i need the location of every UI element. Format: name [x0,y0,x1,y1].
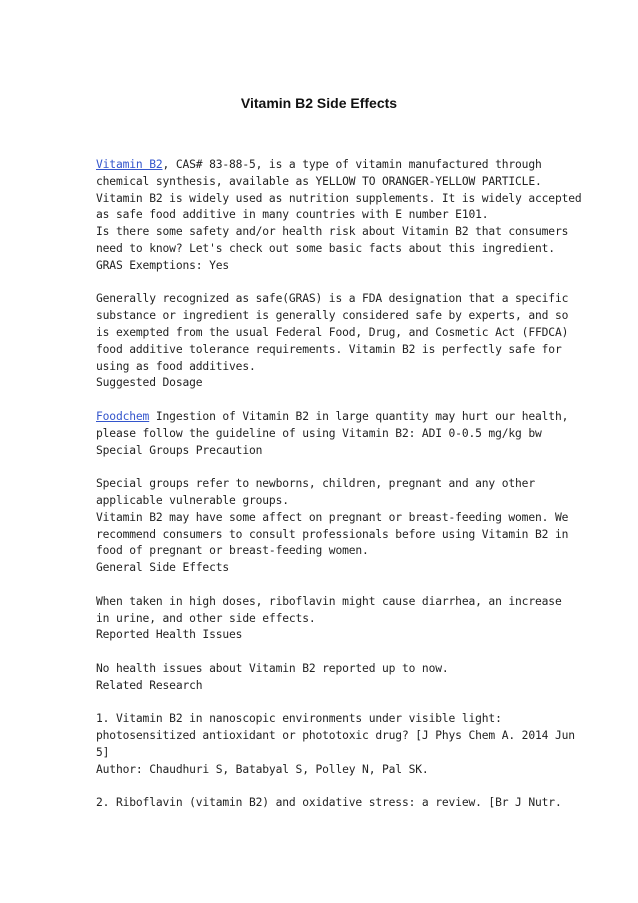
gras-line-1: Generally recognized as safe(GRAS) is a FDA designation that a specific [96,292,569,306]
vitamin-b2-link[interactable]: Vitamin B2 [96,158,163,171]
paragraph-spacer [96,459,548,476]
general-side-effects-heading: General Side Effects [96,561,230,575]
paragraph-spacer [96,275,548,292]
special-line-2: applicable vulnerable groups. [96,493,289,507]
document-body [96,157,582,812]
side-effects-line-2: in urine, and other side effects. [96,611,316,625]
dosage-line-2: please follow the guideline of using Vitamin B2: ADI 0-0.5 mg/kg bw [96,426,542,440]
research-1-line-2: photosensitized antioxidant or phototoxic drug? [J Phys Chem A. 2014 Jun [96,729,575,743]
special-line-1: Special groups refer to newborns, children, pregnant and any other [96,477,535,491]
research-1-line-3: 5] [96,745,110,759]
health-line-1: No health issues about Vitamin B2 reported up to now. [96,661,449,675]
gras-line-5: using as food additives. [96,359,256,373]
research-1-authors: Author: Chaudhuri S, Batabyal S, Polley N, Pal SK. [96,762,429,776]
related-research-heading: Related Research [96,678,203,692]
reported-health-issues-heading: Reported Health Issues [96,628,243,642]
intro-line-6: need to know? Let's check out some basic facts about this ingredient. [96,241,555,255]
intro-line-1 [96,157,548,174]
paragraph-spacer [96,644,548,661]
gras-line-4: food additive tolerance requirements. Vitamin B2 is perfectly safe for [96,342,562,356]
dosage-line-1 [96,409,569,426]
intro-line-1-text: , CAS# 83-88-5, is a type of vitamin manufactured through [162,158,542,171]
paragraph-spacer [96,577,548,594]
intro-line-4: as safe food additive in many countries with E number E101. [96,208,489,222]
paragraph-spacer [96,392,548,409]
paragraph-spacer [96,778,548,795]
dosage-line-1-text: Ingestion of Vitamin B2 in large quantity may hurt our health, [149,409,569,423]
side-effects-line-1: When taken in high doses, riboflavin might cause diarrhea, an increase [96,594,562,608]
special-line-3: Vitamin B2 may have some affect on pregnant or breast-feeding women. We [96,510,569,524]
research-1-line-1: 1. Vitamin B2 in nanoscopic environments under visible light: [96,712,502,726]
special-groups-heading: Special Groups Precaution [96,443,263,457]
special-line-5: food of pregnant or breast-feeding women. [96,544,369,558]
foodchem-link[interactable]: Foodchem [96,409,150,423]
intro-line-2: chemical synthesis, available as YELLOW TO ORANGER-YELLOW PARTICLE. [96,174,542,188]
research-2-line-1: 2. Riboflavin (vitamin B2) and oxidative stress: a review. [Br J Nutr. [96,796,562,810]
page-title: Vitamin B2 Side Effects [240,95,398,111]
gras-line-2: substance or ingredient is generally considered safe by experts, and so [96,309,569,323]
intro-line-5: Is there some safety and/or health risk about Vitamin B2 that consumers [96,225,569,239]
paragraph-spacer [96,695,548,712]
gras-line-3: is exempted from the usual Federal Food, Drug, and Cosmetic Act (FFDCA) [96,325,569,339]
gras-exemptions-heading: GRAS Exemptions: Yes [96,258,230,272]
intro-line-3: Vitamin B2 is widely used as nutrition supplements. It is widely accepted [96,191,582,205]
suggested-dosage-heading: Suggested Dosage [96,376,203,390]
special-line-4: recommend consumers to consult professionals before using Vitamin B2 in [96,527,569,541]
